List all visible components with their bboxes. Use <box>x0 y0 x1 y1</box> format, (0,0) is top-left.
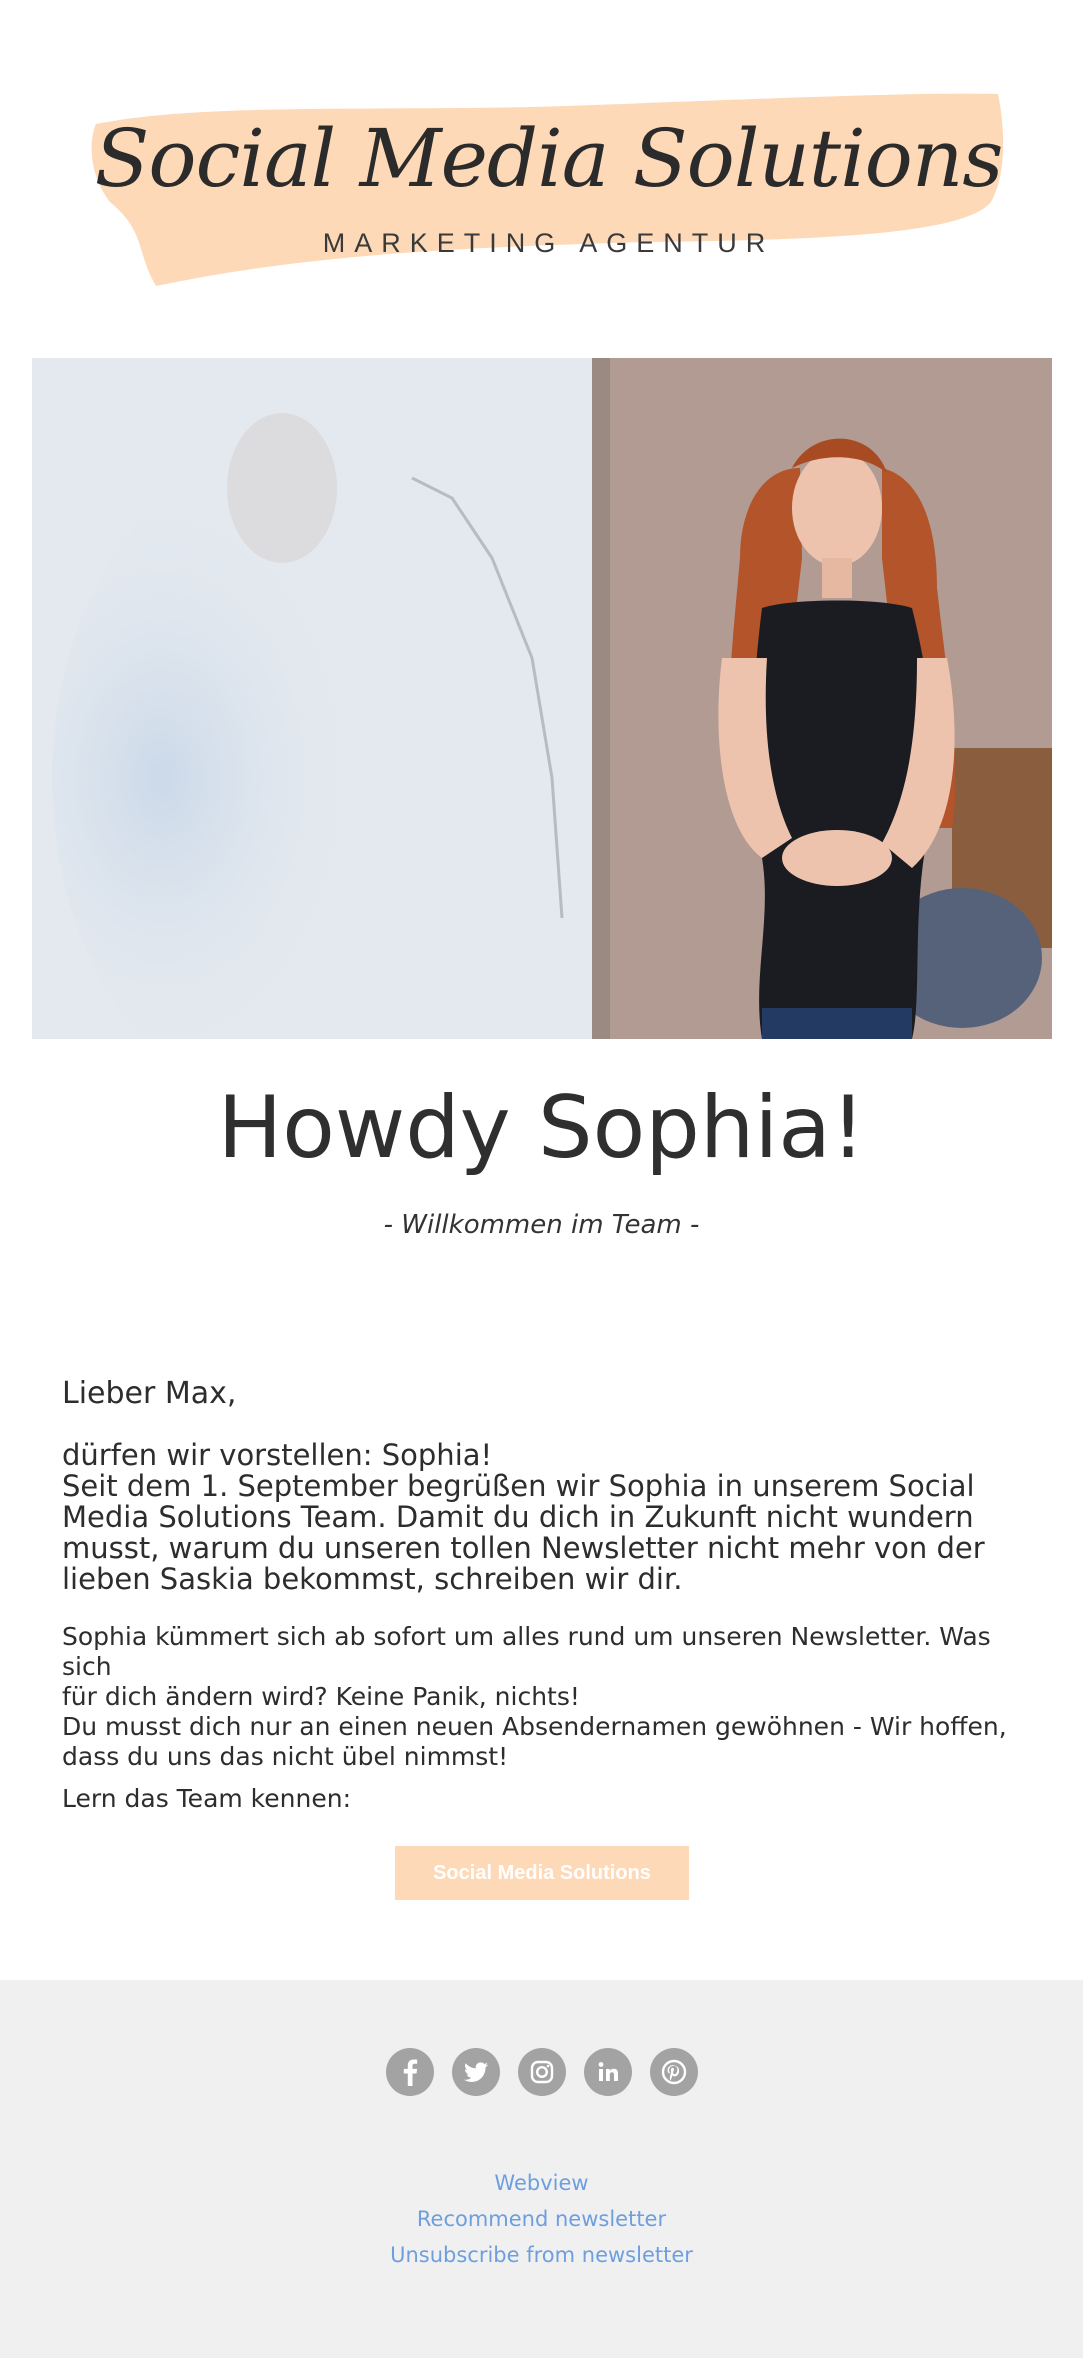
social-links <box>0 2048 1083 2096</box>
team-prompt: Lern das Team kennen: <box>62 1784 351 1813</box>
twitter-icon[interactable] <box>452 2048 500 2096</box>
brand-logo <box>86 82 1011 292</box>
facebook-icon[interactable] <box>386 2048 434 2096</box>
intro-line: Media Solutions Team. Damit du dich in Zukunft nicht wundern <box>62 1500 974 1534</box>
info-line: dass du uns das nicht übel nimmst! <box>62 1742 509 1771</box>
logo-tagline: MARKETING AGENTUR <box>322 228 775 258</box>
subheadline: - Willkommen im Team - <box>383 1210 700 1240</box>
greeting: Lieber Max, <box>62 1376 237 1411</box>
email-header <box>0 0 1083 358</box>
logo-wordmark: Social Media Solutions <box>94 112 1003 205</box>
intro-line: lieben Saskia bekommst, schreiben wir dir. <box>62 1562 683 1596</box>
linkedin-icon[interactable] <box>584 2048 632 2096</box>
intro-line: musst, warum du unseren tollen Newsletter nicht mehr von der <box>62 1531 985 1565</box>
intro-paragraph <box>62 1440 1022 1595</box>
unsubscribe-link[interactable]: Unsubscribe from newsletter <box>390 2243 693 2267</box>
hero-photo <box>32 358 1052 1039</box>
pinterest-icon[interactable] <box>650 2048 698 2096</box>
webview-link[interactable]: Webview <box>494 2171 589 2195</box>
info-line: für dich ändern wird? Keine Panik, nichts! <box>62 1682 580 1711</box>
info-paragraph <box>62 1622 1022 1772</box>
intro-line: dürfen wir vorstellen: Sophia! <box>62 1438 493 1472</box>
recommend-newsletter-link[interactable]: Recommend newsletter <box>416 2207 667 2231</box>
email-footer <box>0 1980 1083 2358</box>
headline: Howdy Sophia! <box>217 1078 866 1178</box>
hero-image <box>32 358 1052 1039</box>
team-cta-button[interactable]: Social Media Solutions <box>395 1846 689 1900</box>
instagram-icon[interactable] <box>518 2048 566 2096</box>
info-line: Sophia kümmert sich ab sofort um alles rund um unseren Newsletter. Was sich <box>62 1622 991 1681</box>
intro-line: Seit dem 1. September begrüßen wir Sophia in unserem Social <box>62 1469 975 1503</box>
info-line: Du musst dich nur an einen neuen Absendernamen gewöhnen - Wir hoffen, <box>62 1712 1007 1741</box>
